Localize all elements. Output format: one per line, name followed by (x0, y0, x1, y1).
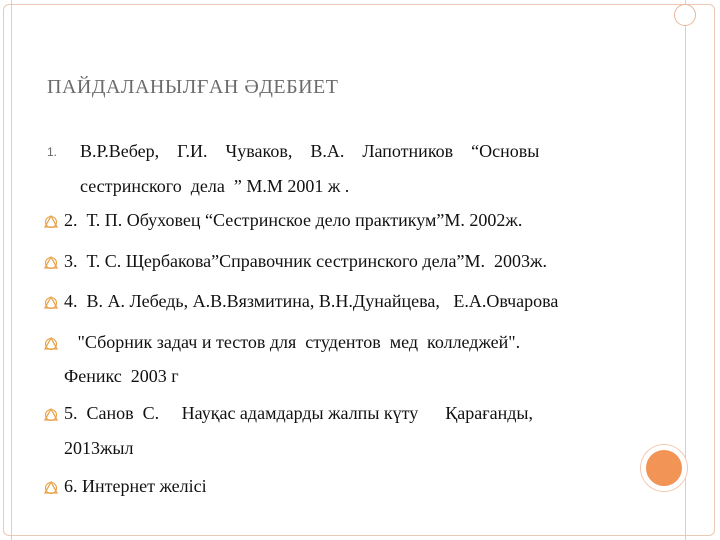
list-item-text: 2. Т. П. Обуховец “Сестринское дело практикум”М. 2002ж. (64, 210, 523, 230)
top-decor-circle (674, 4, 696, 26)
bullet-icon (44, 215, 58, 229)
list-item-text: 6. Интернет желісі (64, 476, 207, 496)
bullet-icon (44, 481, 58, 495)
left-decor-line (11, 0, 12, 540)
page-title: ПАЙДАЛАНЫЛҒАН ӘДЕБИЕТ (47, 76, 339, 98)
list-item-text: 3. Т. С. Щербакова”Справочник сестринского дела”М. 2003ж. (64, 251, 547, 271)
list-item-text: 4. В. А. Лебедь, А.В.Вязмитина, В.Н.Дунайцева, Е.А.Овчарова (64, 291, 559, 311)
list-item-text: сестринского дела ” М.М 2001 ж . (80, 176, 350, 196)
bullet-icon (44, 296, 58, 310)
list-item-text: 2013жыл (64, 438, 134, 458)
list-item-text: В.Р.Вебер, Г.И. Чуваков, В.А. Лапотников “Основы (80, 141, 540, 161)
bullet-icon (44, 337, 58, 351)
list-item-text: "Сборник задач и тестов для студентов мед колледжей". (64, 332, 521, 352)
list-number: 1. (47, 145, 58, 159)
list-item-text: 5. Санов С. Науқас адамдарды жалпы күту Қарағанды, (64, 403, 534, 423)
bottom-decor-circle (641, 445, 687, 491)
bullet-icon (44, 408, 58, 422)
bullet-icon (44, 256, 58, 270)
list-item-text: Феникс 2003 г (64, 366, 179, 386)
